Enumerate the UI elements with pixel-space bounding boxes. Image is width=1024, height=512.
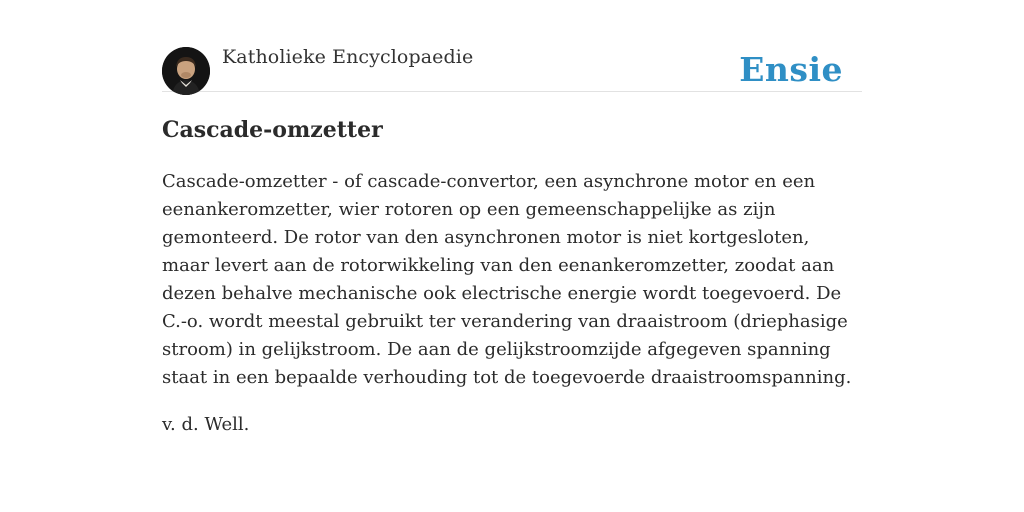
portrait-icon [162,47,210,95]
page-container [162,0,862,435]
header [162,0,862,92]
source-avatar[interactable] [162,47,210,95]
source-name[interactable]: Katholieke Encyclopaedie [222,46,474,68]
brand-logo[interactable]: Ensie [739,50,843,89]
article-author: v. d. Well. [162,414,250,435]
article-body: Cascade-omzetter - of cascade-convertor, een asynchrone motor en een eenankeromzetter, wier rotoren op een gemeenschappelijke as zijn gemonteerd. De rotor van den asynchronen motor is niet kortgesloten, maar levert aan de rotorwikkeling van den eenankeromzetter, zoodat aan dezen behalve mechanische ook electrische energie wordt toegevoerd. De C.-o. wordt meestal gebruikt ter verandering van draaistroom (driephasige stroom) in gelijkstroom. De aan de gelijkstroomzijde afgegeven spanning staat in een bepaalde verhouding tot de toegevoerde draaistroomspanning. [162,171,852,388]
article-title: Cascade-omzetter [162,117,383,143]
